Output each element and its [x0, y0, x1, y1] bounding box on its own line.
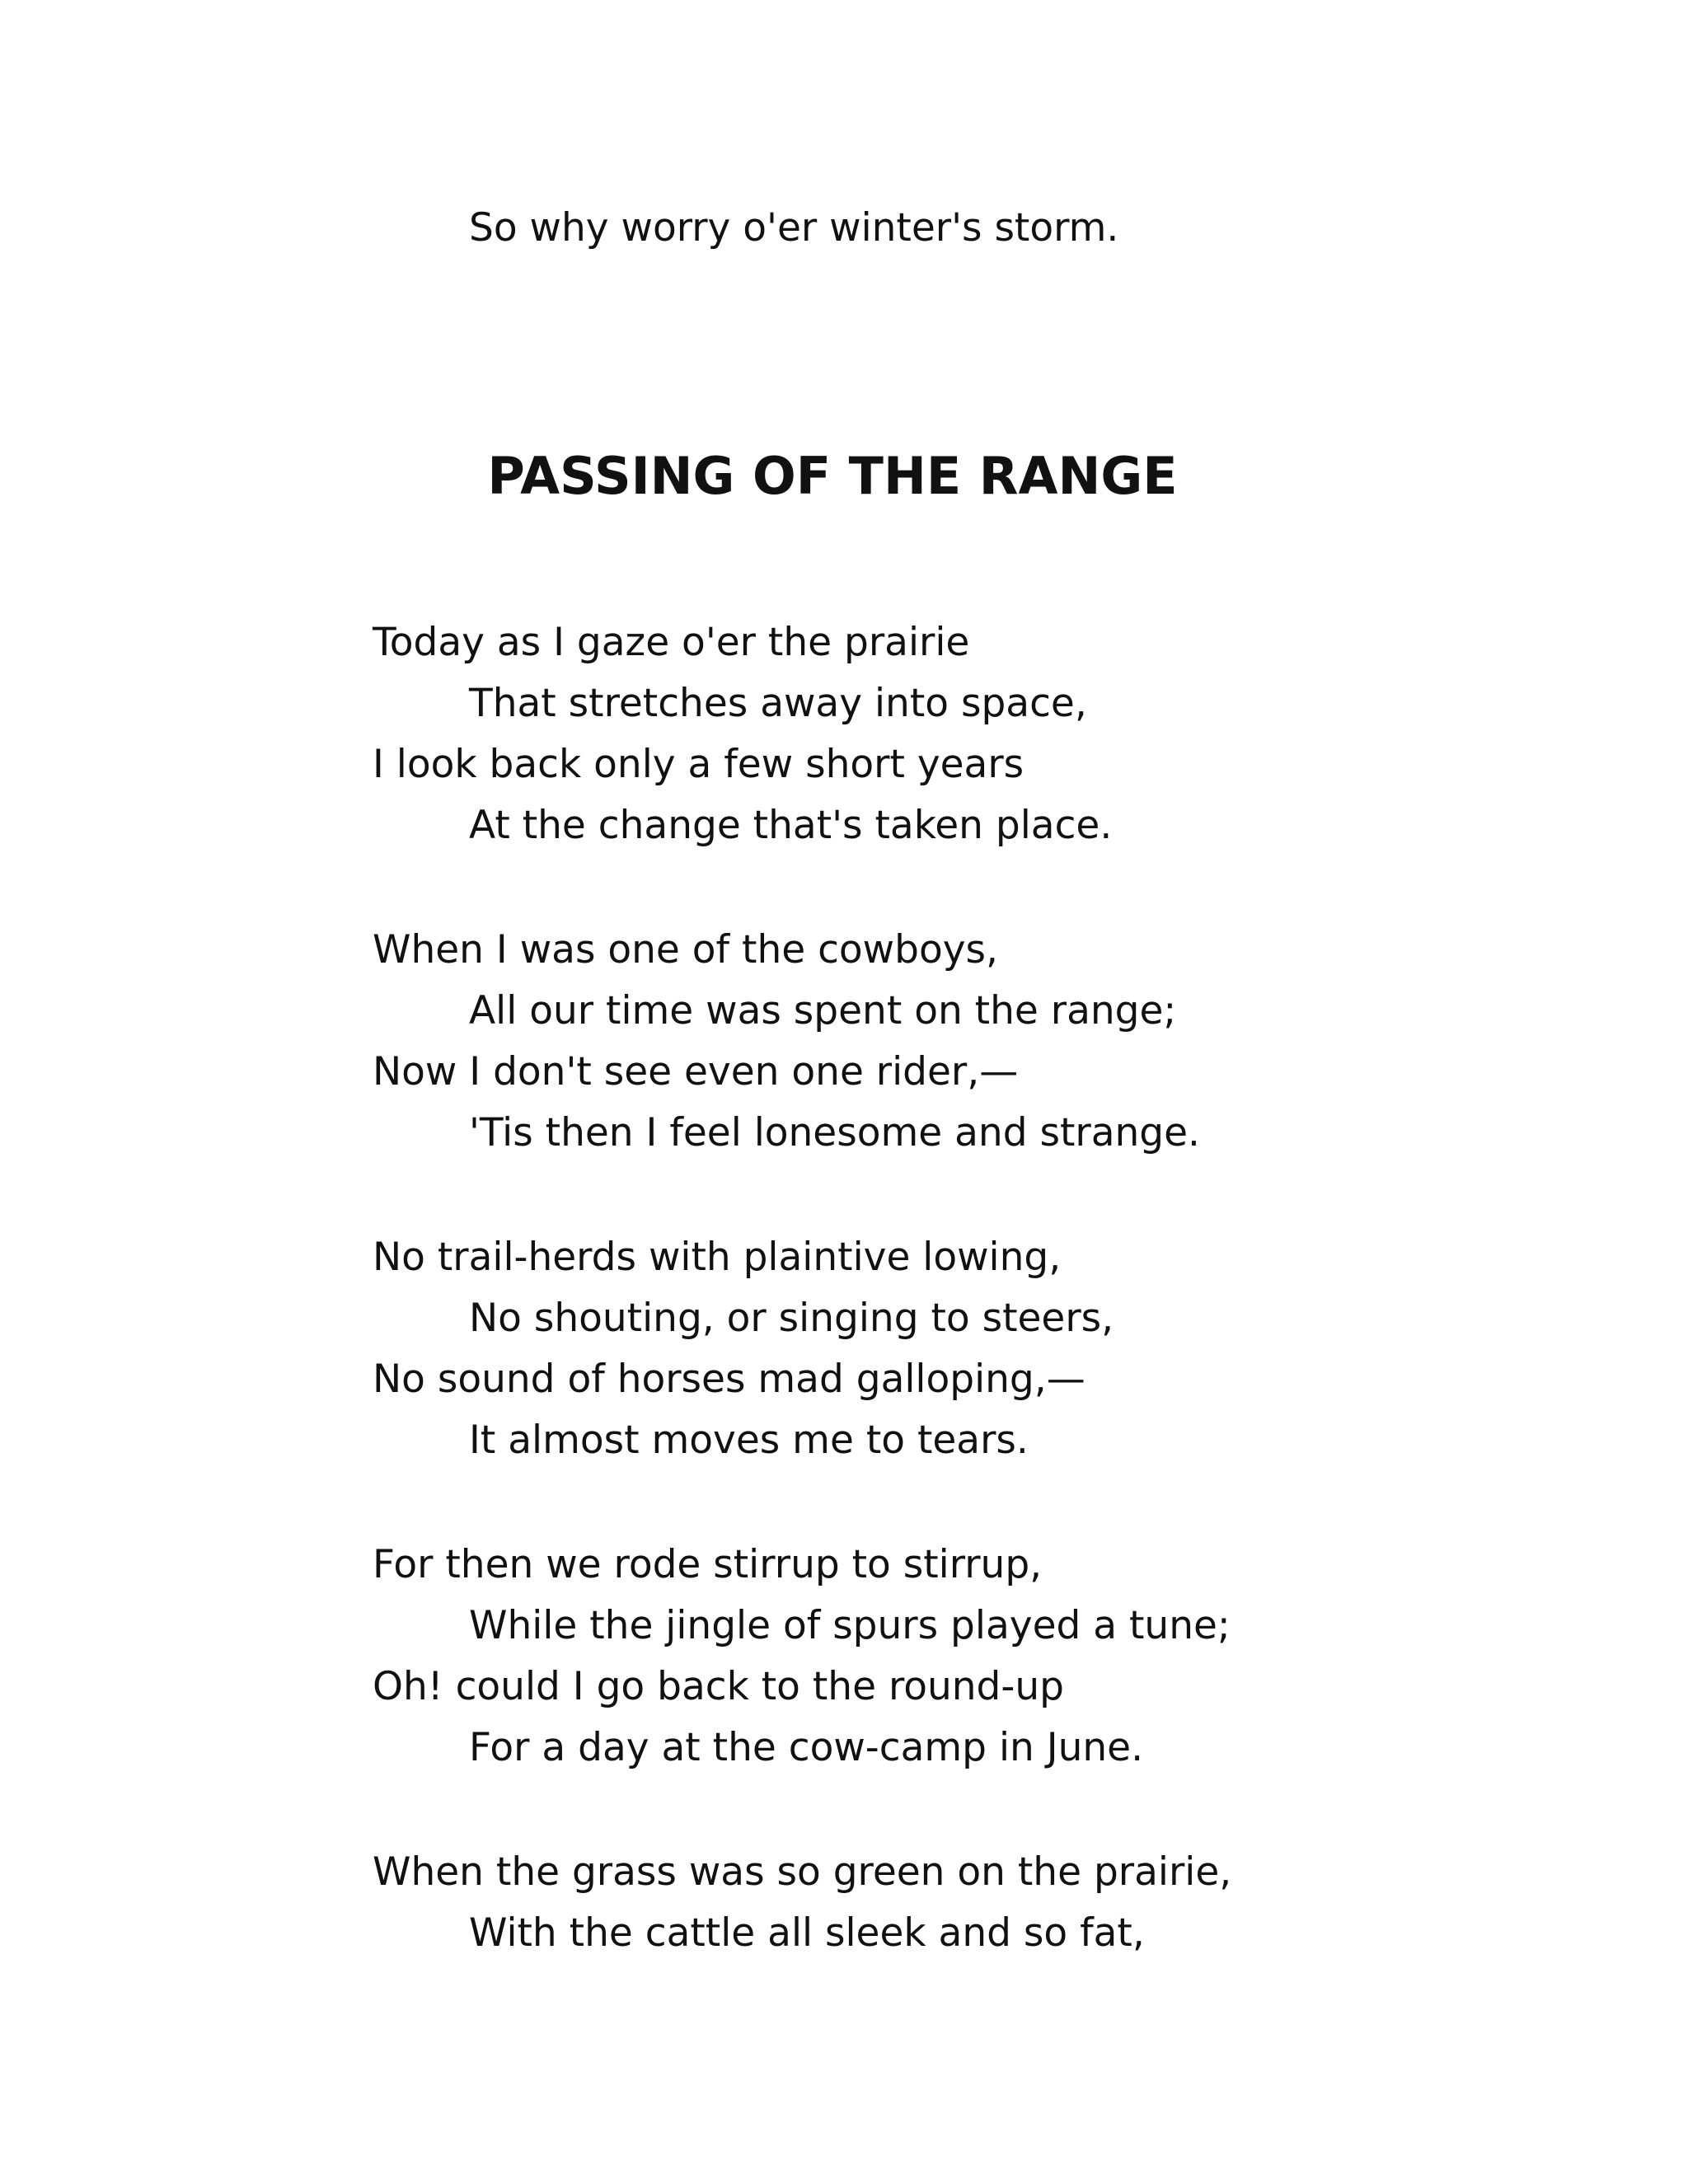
poem-line: No trail-herds with plaintive lowing, [373, 1235, 1062, 1280]
poem-line: Today as I gaze o'er the prairie [373, 620, 970, 665]
poem-line: For then we rode stirrup to stirrup, [373, 1542, 1043, 1587]
poem-line: With the cattle all sleek and so fat, [469, 1910, 1145, 1956]
poem-line: I look back only a few short years [373, 742, 1025, 787]
poem-line: Oh! could I go back to the round-up [373, 1664, 1064, 1709]
poem-line: It almost moves me to tears. [469, 1418, 1029, 1463]
poem-title: PASSING OF THE RANGE [487, 446, 1178, 506]
poem-line: Now I don't see even one rider,— [373, 1049, 1019, 1094]
poem-line: 'Tis then I feel lonesome and strange. [469, 1110, 1200, 1155]
poem-line: At the change that's taken place. [469, 803, 1113, 848]
poem-line: No shouting, or singing to steers, [469, 1296, 1114, 1341]
poem-line: When the grass was so green on the prairie, [373, 1849, 1232, 1895]
preceding-stanza-line: So why worry o'er winter's storm. [469, 205, 1119, 251]
poem-line: All our time was spent on the range; [469, 988, 1177, 1033]
poem-line: No sound of horses mad galloping,— [373, 1357, 1085, 1402]
poem-line: While the jingle of spurs played a tune; [469, 1603, 1231, 1648]
poem-line: For a day at the cow-camp in June. [469, 1725, 1144, 1770]
poem-line: When I was one of the cowboys, [373, 927, 998, 972]
poem-line: That stretches away into space, [469, 681, 1087, 726]
